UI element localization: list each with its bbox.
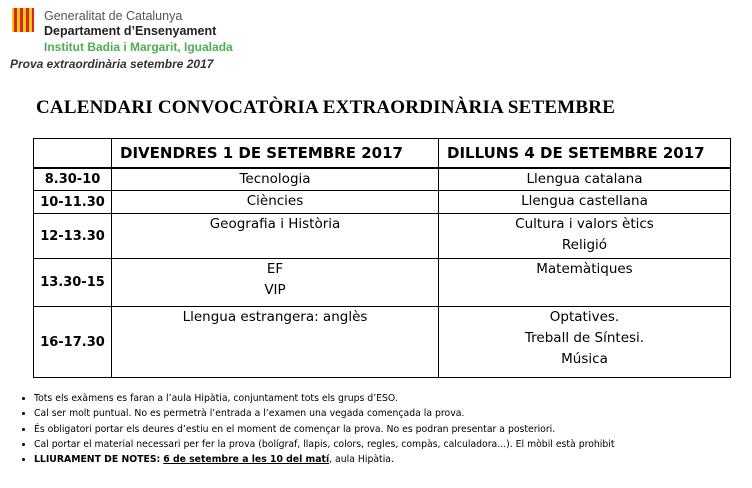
subject: EF — [266, 261, 284, 277]
table-row — [34, 191, 731, 214]
institute-name: Institut Badia i Margarit, Igualada — [44, 40, 233, 54]
subject: Treball de Síntesi. — [524, 330, 645, 346]
subject: Ciències — [246, 193, 304, 209]
subject: Geografia i Història — [209, 216, 341, 232]
table-row — [34, 307, 731, 378]
subject: Música — [561, 351, 608, 367]
subject: Tecnologia — [239, 171, 311, 187]
subject: VIP — [264, 282, 286, 298]
column-header-day1: DIVENDRES 1 DE SETEMBRE 2017 — [112, 139, 439, 169]
day1-subject-cell — [112, 191, 439, 214]
page-title: CALENDARI CONVOCATÒRIA EXTRAORDINÀRIA SETEMBRE — [36, 97, 616, 118]
time-slot: 13.30-15 — [34, 259, 112, 307]
table-row — [34, 259, 731, 307]
day2-subject-cell — [439, 307, 731, 378]
time-slot: 8.30-10 — [34, 168, 112, 191]
generalitat-name: Generalitat de Catalunya — [44, 9, 183, 23]
table-row — [34, 168, 731, 191]
corner-cell — [34, 139, 112, 169]
day1-subject-cell — [112, 214, 439, 259]
column-header-day2: DILLUNS 4 DE SETEMBRE 2017 — [439, 139, 731, 169]
note-item-grades — [34, 452, 752, 467]
schedule-table — [33, 138, 731, 378]
time-slot: 12-13.30 — [34, 214, 112, 259]
day1-subject-cell — [112, 168, 439, 191]
day1-subject-cell — [112, 259, 439, 307]
notes-list — [18, 391, 752, 467]
table-header-row — [34, 139, 731, 169]
table-row — [34, 214, 731, 259]
department-name: Departament d’Ensenyament — [44, 24, 217, 38]
subject: Religió — [561, 237, 608, 253]
subject: Optatives. — [549, 309, 620, 325]
day2-subject-cell — [439, 214, 731, 259]
subject: Llengua estrangera: anglès — [182, 309, 368, 325]
subject: Cultura i valors ètics — [515, 216, 654, 232]
subject: Matemàtiques — [536, 261, 633, 277]
note-item: • Cal ser molt puntual. No es permetrà l’entrada a l’examen una vegada començada la prova. — [34, 406, 752, 421]
subject: Llengua castellana — [521, 193, 648, 209]
note-item: • És obligatori portar els deures d’estiu en el moment de començar la prova. No es podran presentar a posteriori. — [34, 422, 752, 437]
grades-date: 6 de setembre a les 10 del matí — [163, 454, 330, 466]
day2-subject-cell — [439, 259, 731, 307]
generalitat-logo-icon — [12, 8, 34, 32]
note-item: • Tots els exàmens es faran a l’aula Hipàtia, conjuntament tots els grups d’ESO. — [34, 391, 752, 406]
day1-subject-cell — [112, 307, 439, 378]
note-item: • Cal portar el material necessari per fer la prova (bolígraf, llapis, colors, regles, compàs, calculadora...). El mòbil està prohibit — [34, 437, 752, 452]
header — [10, 6, 350, 72]
subject: Llengua catalana — [526, 171, 643, 187]
exam-label: Prova extraordinària setembre 2017 — [10, 57, 214, 71]
time-slot: 10-11.30 — [34, 191, 112, 214]
time-slot: 16-17.30 — [34, 307, 112, 378]
day2-subject-cell — [439, 168, 731, 191]
day2-subject-cell — [439, 191, 731, 214]
grades-location: , aula Hipàtia. — [329, 454, 394, 466]
grades-label: LLIURAMENT DE NOTES: — [34, 454, 161, 466]
